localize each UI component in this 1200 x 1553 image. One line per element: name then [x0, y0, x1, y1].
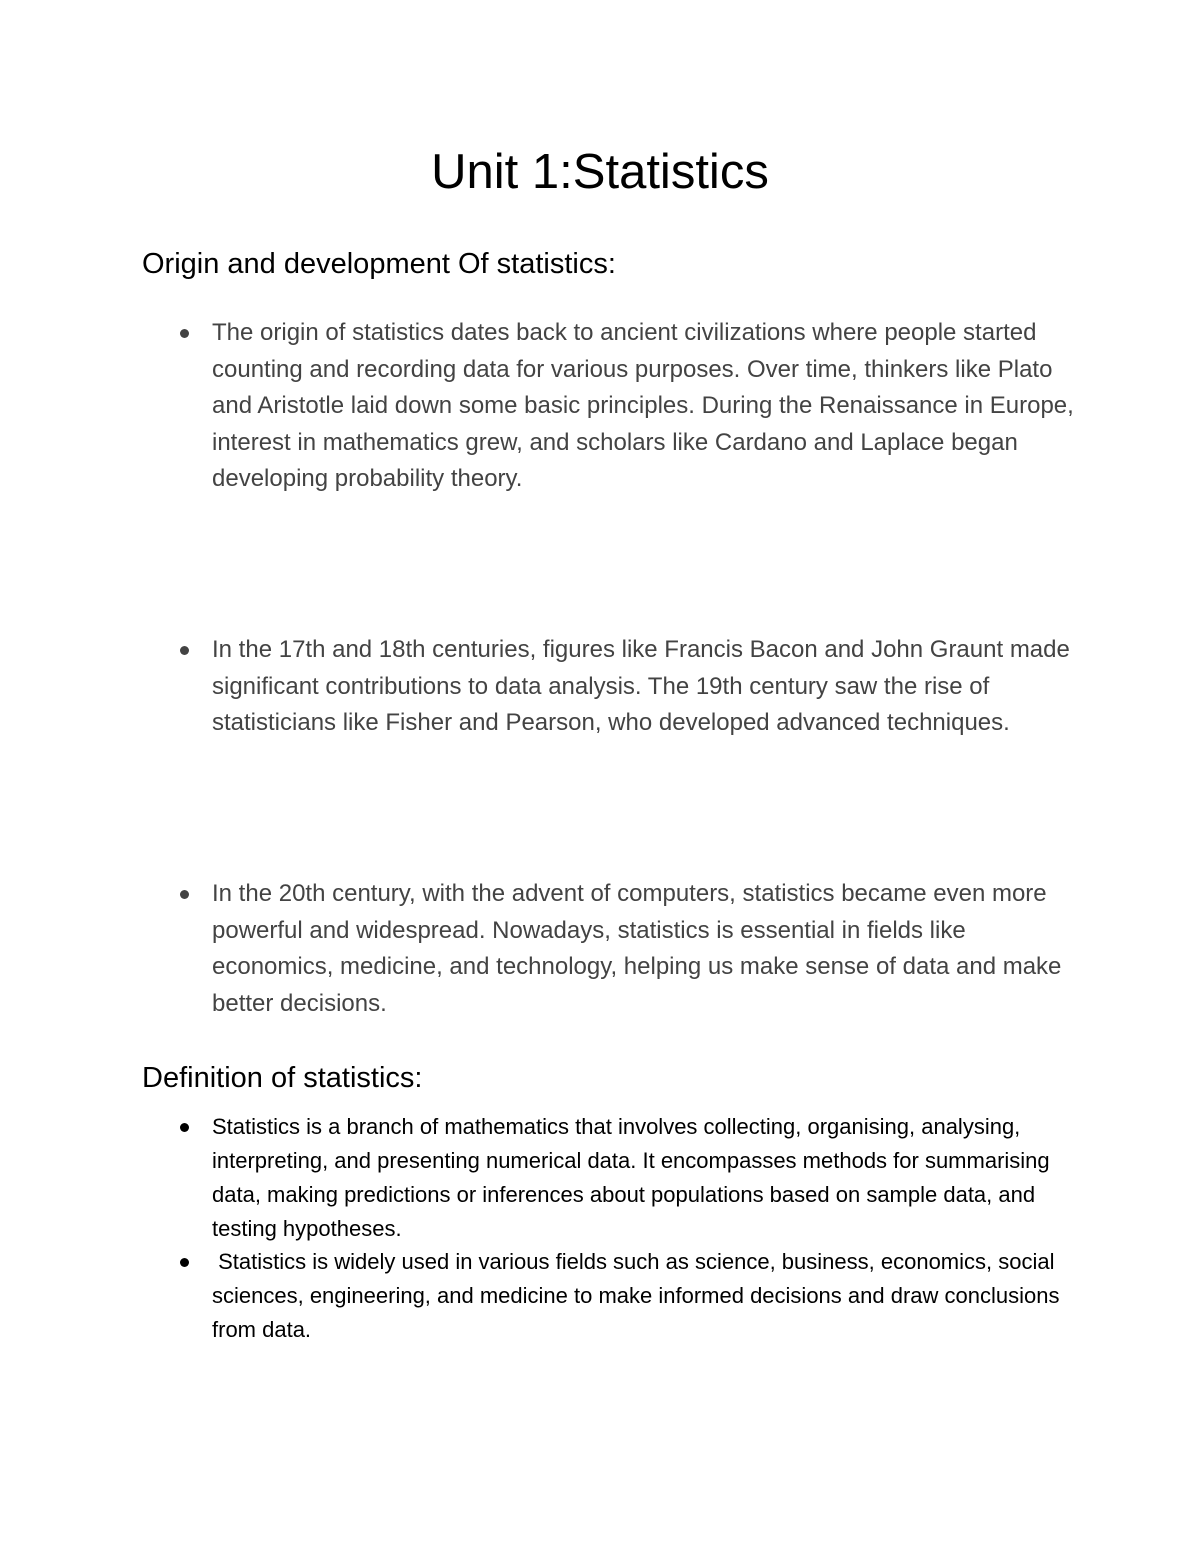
bullet-icon	[180, 1123, 189, 1132]
list-item-text: In the 20th century, with the advent of computers, statistics became even more powerful and widespread. Nowadays, statistics is essential in fields like economics, medicine, and technology, helping us make sense of data and make better decisions.	[212, 880, 1062, 1017]
list-item	[212, 315, 1092, 498]
section-heading-origin: Origin and development Of statistics:	[142, 248, 616, 280]
list-item-text: In the 17th and 18th centuries, figures like Francis Bacon and John Graunt made significant contributions to data analysis. The 19th century saw the rise of statisticians like Fisher and Pearson, who developed advanced techniques.	[212, 636, 1070, 736]
bullet-icon	[180, 646, 189, 655]
list-item	[212, 1245, 1092, 1347]
list-item	[212, 1110, 1092, 1246]
list-item-text: Statistics is widely used in various fields such as science, business, economics, social sciences, engineering, and medicine to make informed decisions and draw conclusions from data.	[212, 1249, 1066, 1342]
bullet-icon	[180, 890, 189, 899]
bullet-icon	[180, 1258, 189, 1267]
list-item	[212, 876, 1092, 1022]
section-heading-definition: Definition of statistics:	[142, 1062, 423, 1094]
bullet-icon	[180, 329, 189, 338]
list-item-text: The origin of statistics dates back to ancient civilizations where people started counting and recording data for various purposes. Over time, thinkers like Plato and Aristotle laid down some basic principles. During the Renaissance in Europe, interest in mathematics grew, and scholars like Cardano and Laplace began developing probability theory.	[212, 319, 1074, 492]
list-item-text: Statistics is a branch of mathematics that involves collecting, organising, analysing, interpreting, and presenting numerical data. It encompasses methods for summarising data, making predictions or inferences about populations based on sample data, and testing hypotheses.	[212, 1114, 1050, 1241]
document-title: Unit 1:Statistics	[431, 145, 769, 199]
list-item	[212, 632, 1092, 742]
